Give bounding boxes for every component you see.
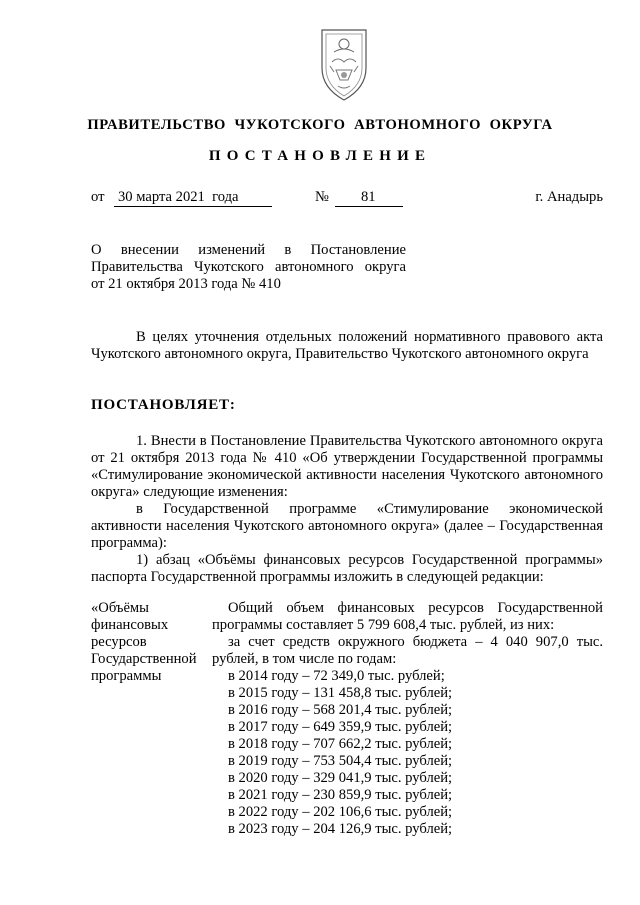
- decree-subject: [91, 242, 406, 293]
- list-item: в 2014 году – 72 349,0 тыс. рублей;: [228, 668, 445, 684]
- preamble: [91, 329, 603, 363]
- list-item: в 2023 году – 204 126,9 тыс. рублей;: [228, 821, 453, 837]
- decree-meta: [91, 189, 603, 209]
- label-line: Государственной: [91, 651, 197, 667]
- yearly-breakdown: [212, 668, 603, 838]
- decree-items: [91, 433, 603, 586]
- decree-date: 30 марта 2021 года: [118, 189, 239, 205]
- list-item: в 2018 году – 707 662,2 тыс. рублей;: [228, 736, 453, 752]
- list-item: в 2019 году – 753 504,4 тыс. рублей;: [228, 753, 453, 769]
- subject-line: от 21 октября 2013 года № 410: [91, 276, 281, 292]
- coat-of-arms-icon: [308, 22, 380, 106]
- subject-line: Правительства Чукотского автономного округа: [91, 259, 406, 275]
- from-label: от: [91, 189, 105, 205]
- document-type-title: ПОСТАНОВЛЕНИЕ: [208, 148, 432, 164]
- government-title: ПРАВИТЕЛЬСТВО ЧУКОТСКОГО АВТОНОМНОГО ОКРУГА: [87, 117, 553, 133]
- district-budget: за счет средств окружного бюджета – 4 040 907,0 тыс. рублей, в том числе по годам:: [212, 634, 603, 667]
- label-line: финансовых: [91, 617, 169, 633]
- list-item: в 2016 году – 568 201,4 тыс. рублей;: [228, 702, 453, 718]
- item-paragraph: в Государственной программе «Стимулирование экономической активности населения Чукотского автономного округа» (далее – Государственная программа):: [91, 501, 603, 551]
- subject-line: О внесении изменений в Постановление: [91, 242, 406, 258]
- list-item: в 2020 году – 329 041,9 тыс. рублей;: [228, 770, 453, 786]
- list-item: в 2015 году – 131 458,8 тыс. рублей;: [228, 685, 453, 701]
- decree-number: 81: [361, 189, 376, 205]
- number-label: №: [315, 189, 329, 205]
- financing-label-cell: [91, 600, 211, 685]
- label-line: программы: [91, 668, 162, 684]
- city: г. Анадырь: [535, 189, 603, 205]
- preamble-text: В целях уточнения отдельных положений нормативного правового акта Чукотского автономного округа, Правительство Чукотского автономного округа: [91, 329, 603, 362]
- financing-value-cell: [212, 600, 603, 838]
- label-line: ресурсов: [91, 634, 147, 650]
- list-item: в 2022 году – 202 106,6 тыс. рублей;: [228, 804, 453, 820]
- total-financing: Общий объем финансовых ресурсов Государственной программы составляет 5 799 608,4 тыс. рублей, из них:: [212, 600, 603, 633]
- list-item: в 2021 году – 230 859,9 тыс. рублей;: [228, 787, 453, 803]
- resolve-heading: ПОСТАНОВЛЯЕТ:: [91, 397, 236, 413]
- item-paragraph: 1. Внести в Постановление Правительства Чукотского автономного округа от 21 октября 2013 года № 410 «Об утверждении Государственной программы «Стимулирование экономической активности населения Чукотского автономного округа» следующие изменения:: [91, 433, 603, 500]
- list-item: в 2017 году – 649 359,9 тыс. рублей;: [228, 719, 453, 735]
- label-line: «Объёмы: [91, 600, 149, 616]
- item-paragraph: 1) абзац «Объёмы финансовых ресурсов Государственной программы» паспорта Государственной программы изложить в следующей редакции:: [91, 552, 603, 585]
